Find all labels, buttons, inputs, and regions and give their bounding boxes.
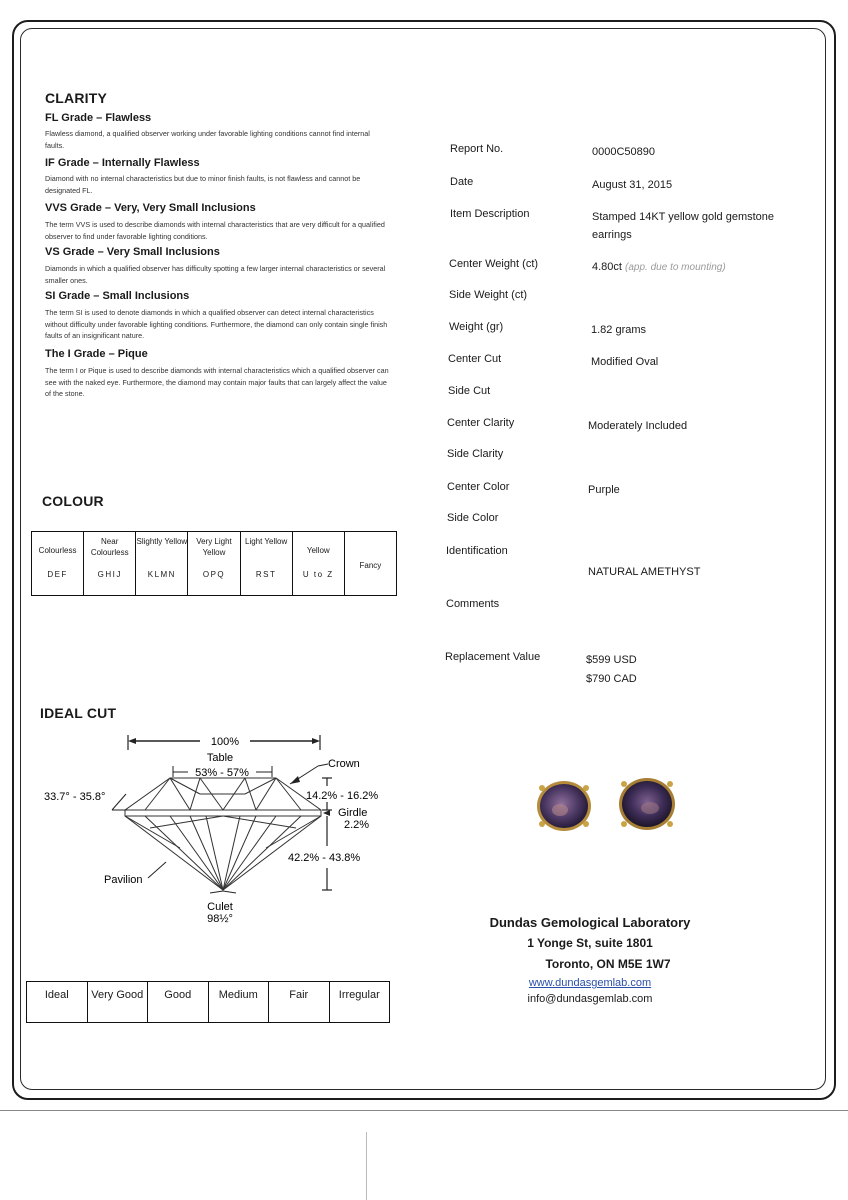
diagram-crown-angle: 33.7° - 35.8°: [44, 791, 106, 803]
item-description-label: Item Description: [450, 208, 530, 220]
grade-vvs-description: The term VVS is used to describe diamonds with internal characteristics that are very difficult for a qualified observer to find under favorable lighting conditions.: [45, 220, 385, 241]
center-weight-label: Center Weight (ct): [449, 258, 539, 270]
diagram-table-range: 53% - 57%: [195, 767, 249, 779]
grade-si-description: The term SI is used to denote diamonds in which a qualified observer can detect internal characteristics without difficulty under favorable lighting conditions. Furthermore, the diamond can only contain single finish faults of an insignificant nature.: [45, 308, 388, 340]
center-color-value: Purple: [588, 484, 620, 496]
colour-title: COLOUR: [42, 493, 104, 509]
colour-cell-name: Yellow: [306, 546, 330, 555]
replacement-value-cad: $790 CAD: [586, 673, 637, 685]
cut-grade-very-good: Very Good: [88, 982, 149, 1022]
lab-name: Dundas Gemological Laboratory: [489, 915, 691, 930]
colour-cell-code: DEF: [47, 570, 68, 579]
diagram-culet-label: Culet: [207, 901, 233, 913]
clarity-title: CLARITY: [45, 90, 108, 106]
colour-cell-code: RST: [255, 570, 277, 579]
grade-vvs-heading: VVS Grade – Very, Very Small Inclusions: [45, 202, 256, 214]
comments-label: Comments: [446, 598, 500, 610]
colour-cell-name: Near Colourless: [90, 537, 129, 557]
cut-grade-medium: Medium: [209, 982, 270, 1022]
grade-fl-description: Flawless diamond, a qualified observer working under favorable lighting conditions cannot find internal faults.: [45, 129, 370, 150]
cut-grade-good: Good: [148, 982, 209, 1022]
cut-grade-fair: Fair: [269, 982, 330, 1022]
cut-grade-table: [26, 981, 390, 1023]
diagram-pavilion-label: Pavilion: [104, 874, 143, 886]
lab-address-line1: 1 Yonge St, suite 1801: [527, 936, 653, 950]
diagram-girdle-label: Girdle: [338, 807, 368, 819]
diagram-table-label: Table: [206, 752, 234, 764]
side-cut-label: Side Cut: [448, 385, 491, 397]
colour-cell-colourless: [32, 532, 84, 595]
center-clarity-value: Moderately Included: [588, 420, 688, 432]
replacement-value-label: Replacement Value: [445, 651, 541, 663]
diagram-crown-height: 14.2% - 16.2%: [306, 790, 379, 802]
colour-cell-yellow: [293, 532, 345, 595]
item-description-value: Stamped 14KT yellow gold gemstone earrings: [592, 211, 775, 241]
grade-i-heading: The I Grade – Pique: [45, 348, 148, 360]
ideal-cut-title: IDEAL CUT: [40, 705, 117, 721]
center-cut-label: Center Cut: [448, 353, 502, 365]
diagram-pavilion-depth: 42.2% - 43.8%: [288, 852, 361, 864]
colour-cell-name: Fancy: [359, 561, 382, 570]
lab-website-link[interactable]: www.dundasgemlab.com: [528, 977, 652, 989]
side-clarity-label: Side Clarity: [447, 448, 504, 460]
colour-cell-fancy: [345, 532, 396, 595]
cut-grade-ideal: Ideal: [27, 982, 88, 1022]
identification-label: Identification: [446, 545, 508, 557]
colour-cell-very-light-yellow: [188, 532, 240, 595]
colour-cell-name: Slightly Yellow: [136, 537, 188, 546]
diagram-crown-label: Crown: [328, 758, 360, 770]
colour-cell-code: KLMN: [147, 570, 176, 579]
weight-label: Weight (gr): [449, 321, 504, 333]
colour-cell-name: Very Light Yellow: [196, 537, 232, 557]
grade-fl-heading: FL Grade – Flawless: [45, 112, 152, 124]
diagram-culet-value: 98½°: [207, 913, 233, 925]
center-weight-note: (app. due to mounting): [625, 262, 726, 273]
grade-if-description: Diamond with no internal characteristics but due to minor finish faults, is not flawless and cannot be designated FL.: [45, 174, 361, 195]
scan-fold-line: [366, 1132, 367, 1200]
center-cut-value: Modified Oval: [591, 356, 659, 368]
cut-grade-irregular: Irregular: [338, 989, 380, 1001]
grade-if-heading: IF Grade – Internally Flawless: [45, 157, 200, 169]
colour-cell-light-yellow: [241, 532, 293, 595]
colour-cell-code: GHIJ: [97, 570, 122, 579]
scan-edge-line: [0, 1110, 848, 1111]
grade-vs-description: Diamonds in which a qualified observer has difficulty spotting a few larger internal characteristics or several smaller ones.: [45, 264, 386, 285]
center-weight-value-wrap: [592, 258, 822, 277]
colour-cell-code: OPQ: [202, 570, 226, 579]
date-value: August 31, 2015: [592, 179, 673, 191]
date-label: Date: [450, 176, 474, 188]
colour-cell-name: Light Yellow: [245, 537, 288, 546]
identification-value: NATURAL AMETHYST: [588, 566, 701, 578]
colour-scale-table: [31, 531, 397, 596]
replacement-value-usd: $599 USD: [586, 654, 637, 666]
diamond-proportions-diagram: [40, 728, 400, 933]
colour-cell-slightly-yellow: [136, 532, 188, 595]
center-clarity-label: Center Clarity: [447, 417, 515, 429]
lab-email[interactable]: info@dundasgemlab.com: [527, 993, 653, 1005]
colour-cell-near-colourless: [84, 532, 136, 595]
earrings-photo: [528, 764, 688, 844]
lab-address-line2: Toronto, ON M5E 1W7: [545, 957, 671, 971]
report-no-label: Report No.: [450, 143, 504, 155]
weight-value: 1.82 grams: [591, 324, 647, 336]
side-color-label: Side Color: [447, 512, 499, 524]
center-weight-value: 4.80ct: [592, 261, 622, 273]
colour-cell-name: Colourless: [38, 546, 77, 555]
grade-si-heading: SI Grade – Small Inclusions: [45, 290, 190, 302]
diagram-girdle-value: 2.2%: [344, 819, 370, 831]
report-no-value: 0000C50890: [592, 146, 656, 158]
lab-info-block: [440, 912, 740, 1007]
colour-cell-code: U to Z: [302, 570, 334, 579]
grade-i-description: The term I or Pique is used to describe diamonds with internal characteristics which a qualified observer can see with the naked eye. Furthermore, the diamond may contain major faults that can largely affect the value of the stone.: [45, 366, 389, 398]
diagram-width-label: 100%: [210, 736, 240, 748]
side-weight-label: Side Weight (ct): [449, 289, 528, 301]
grade-vs-heading: VS Grade – Very Small Inclusions: [45, 246, 220, 258]
center-color-label: Center Color: [447, 481, 510, 493]
